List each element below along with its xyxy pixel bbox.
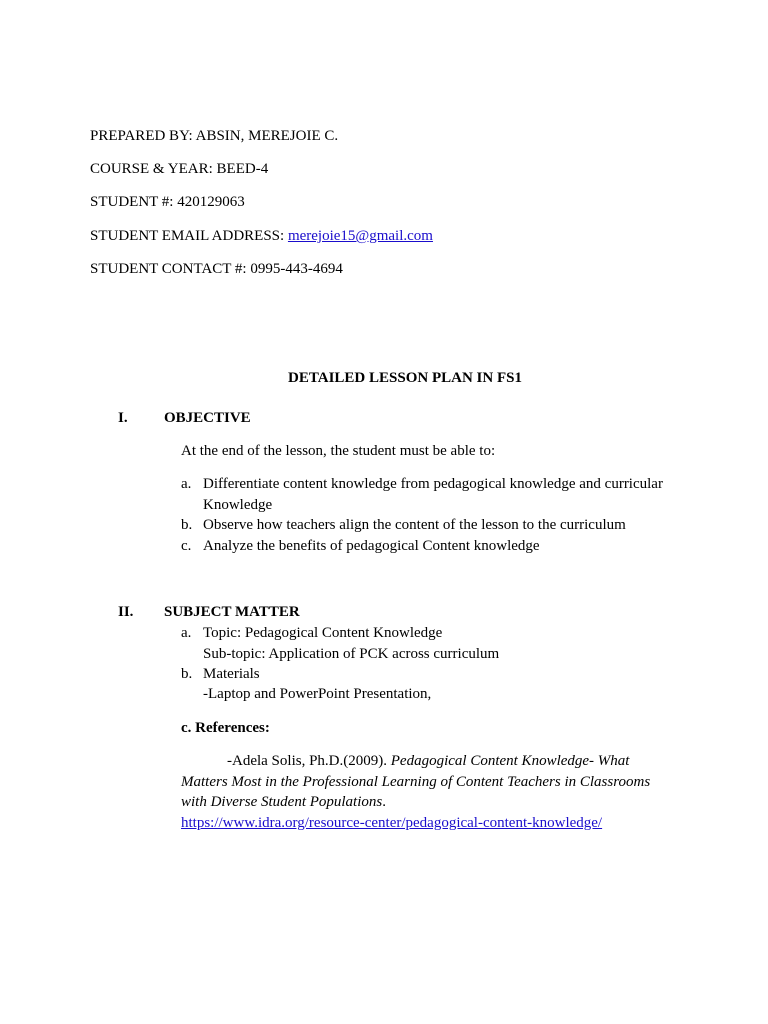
email-label: STUDENT EMAIL ADDRESS:: [90, 228, 288, 244]
subject-item-b-materials: -Laptop and PowerPoint Presentation,: [203, 686, 432, 702]
list-text: Topic: Pedagogical Content Knowledge: [203, 625, 443, 641]
section-1-heading: OBJECTIVE: [164, 410, 251, 426]
reference-title-end: with Diverse Student Populations: [181, 794, 383, 810]
list-label: c.: [181, 538, 192, 554]
list-label: b.: [181, 517, 193, 533]
reference-line-2: Matters Most in the Professional Learning of Content Teachers in Classrooms: [181, 774, 651, 790]
list-label: b.: [181, 666, 193, 682]
list-label: a.: [181, 625, 192, 641]
reference-period: .: [382, 794, 386, 810]
objective-item-a-continuation: Knowledge: [203, 497, 273, 513]
objective-item-c: [181, 536, 540, 556]
objective-item-a: [181, 474, 663, 494]
list-text: Analyze the benefits of pedagogical Content knowledge: [203, 538, 540, 554]
objective-item-b: [181, 515, 626, 535]
subject-item-a-subtopic: Sub-topic: Application of PCK across curriculum: [203, 646, 500, 662]
course-year: COURSE & YEAR: BEED-4: [90, 161, 269, 177]
list-label: a.: [181, 476, 192, 492]
reference-url-link[interactable]: https://www.idra.org/resource-center/pedagogical-content-knowledge/: [181, 815, 603, 831]
section-2-numeral: II.: [118, 604, 134, 620]
reference-line-3: [181, 792, 386, 812]
reference-author: -Adela Solis, Ph.D.(2009).: [227, 753, 391, 769]
references-heading: c. References:: [181, 720, 270, 736]
document-title: DETAILED LESSON PLAN IN FS1: [288, 370, 522, 386]
reference-title: Pedagogical Content Knowledge- What: [390, 753, 630, 769]
objective-intro: At the end of the lesson, the student must be able to:: [181, 443, 496, 459]
list-text: Materials: [203, 666, 260, 682]
subject-item-b: [181, 664, 260, 684]
student-contact: STUDENT CONTACT #: 0995-443-4694: [90, 261, 343, 277]
section-1-numeral: I.: [118, 410, 128, 426]
reference-line-1: [227, 751, 629, 771]
subject-item-a: [181, 623, 442, 643]
email-link[interactable]: merejoie15@gmail.com: [287, 228, 433, 244]
section-2-heading: SUBJECT MATTER: [164, 604, 300, 620]
student-email-line: [90, 226, 433, 246]
prepared-by: PREPARED BY: ABSIN, MEREJOIE C.: [90, 128, 339, 144]
student-number: STUDENT #: 420129063: [90, 194, 245, 210]
list-text: Differentiate content knowledge from pedagogical knowledge and curricular: [203, 476, 663, 492]
list-text: Observe how teachers align the content of the lesson to the curriculum: [203, 517, 626, 533]
